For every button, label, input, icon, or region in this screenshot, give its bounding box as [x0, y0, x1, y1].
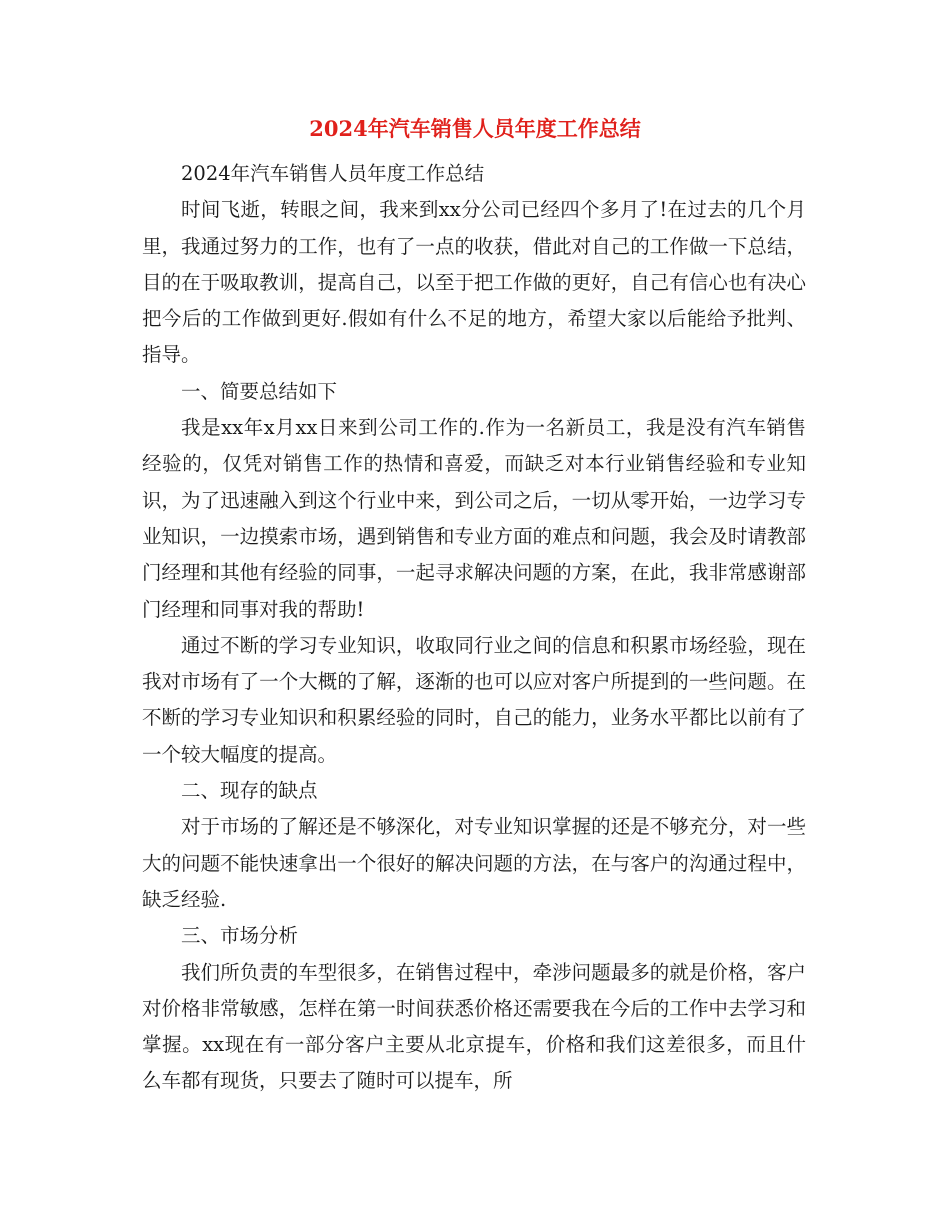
intro-paragraph: 时间飞逝，转眼之间，我来到xx分公司已经四个多月了!在过去的几个月里，我通过努力的工作，也有了一点的收获，借此对自己的工作做一下总结，目的在于吸取教训，提高自己，以至于把工作做的更好，自己有信心也有决心把今后的工作做到更好.假如有什么不足的地方，希望大家以后能给予批判、指导。 — [142, 198, 806, 367]
section-heading-market: 三、市场分析 — [181, 924, 299, 948]
document-body — [142, 156, 806, 1100]
summary-paragraph-2: 通过不断的学习专业知识，收取同行业之间的信息和积累市场经验，现在我对市场有了一个大概的了解，逐渐的也可以应对客户所提到的一些问题。在不断的学习专业知识和积累经验的同时，自己的能力，业务水平都比以前有了一个较大幅度的提高。 — [142, 633, 806, 766]
subtitle-paragraph: 2024年汽车销售人员年度工作总结 — [181, 162, 485, 185]
section-heading-summary: 一、简要总结如下 — [181, 379, 338, 403]
summary-paragraph-1: 我是xx年x月xx日来到公司工作的.作为一名新员工，我是没有汽车销售经验的，仅凭对销售工作的热情和喜爱，而缺乏对本行业销售经验和专业知识，为了迅速融入到这个行业中来，到公司之后，一切从零开始，一边学习专业知识，一边摸索市场，遇到销售和专业方面的难点和问题，我会及时请教部门经理和其他有经验的同事，一起寻求解决问题的方案，在此，我非常感谢部门经理和同事对我的帮助! — [142, 416, 806, 621]
shortcomings-paragraph: 对于市场的了解还是不够深化，对专业知识掌握的还是不够充分，对一些大的问题不能快速拿出一个很好的解决问题的方法，在与客户的沟通过程中，缺乏经验. — [142, 815, 806, 911]
section-heading-shortcomings: 二、现存的缺点 — [181, 779, 318, 803]
document-title: 2024年汽车销售人员年度工作总结 — [309, 116, 641, 141]
market-paragraph: 我们所负责的车型很多，在销售过程中，牵涉问题最多的就是价格，客户对价格非常敏感，怎样在第一时间获悉价格还需要我在今后的工作中去学习和掌握。xx现在有一部分客户主要从北京提车，价格和我们这差很多，而且什么车都有现货，只要去了随时可以提车，所 — [142, 960, 806, 1093]
